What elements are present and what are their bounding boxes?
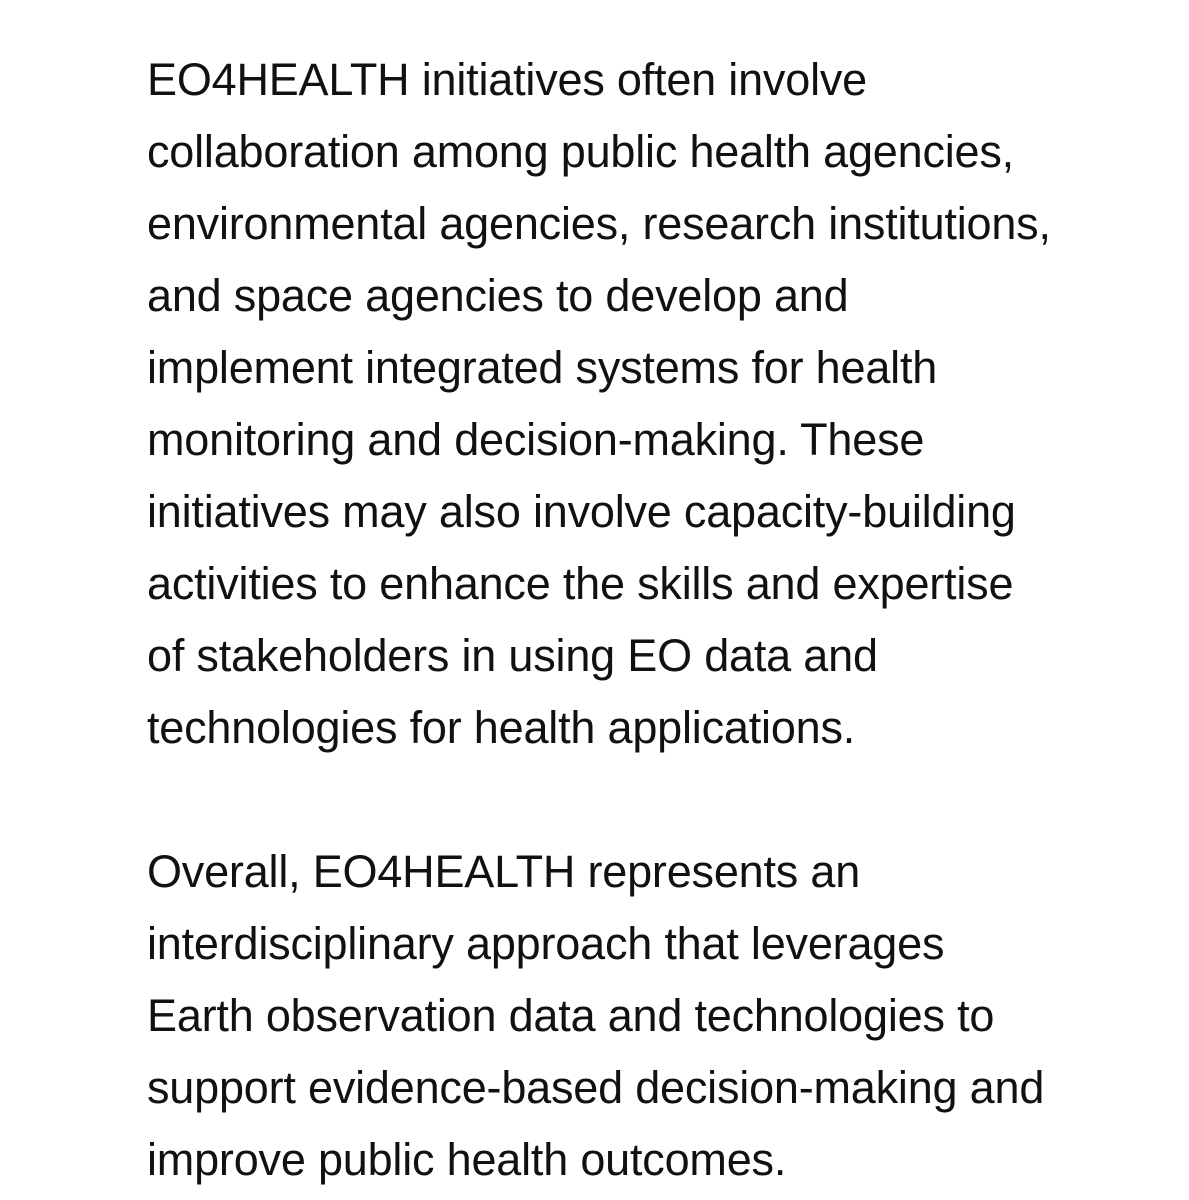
text-line: monitoring and decision-making. These [147, 414, 925, 465]
paragraph-overall [147, 836, 1177, 1196]
paragraph-collaboration [147, 44, 1177, 764]
text-line: EO4HEALTH initiatives often involve [147, 54, 867, 105]
text-line: of stakeholders in using EO data and [147, 630, 878, 681]
text-line: Earth observation data and technologies to [147, 990, 995, 1041]
text-line: improve public health outcomes. [147, 1134, 787, 1185]
text-line: implement integrated systems for health [147, 342, 938, 393]
text-line: initiatives may also involve capacity-building [147, 486, 1016, 537]
text-line: Overall, EO4HEALTH represents an [147, 846, 861, 897]
paragraph-spacer [147, 764, 1177, 836]
text-line: interdisciplinary approach that leverages [147, 918, 945, 969]
text-line: activities to enhance the skills and expertise [147, 558, 1014, 609]
text-content [147, 44, 1177, 1196]
text-line: technologies for health applications. [147, 702, 856, 753]
text-line: and space agencies to develop and [147, 270, 849, 321]
text-line: support evidence-based decision-making and [147, 1062, 1045, 1113]
text-line: collaboration among public health agencies, [147, 126, 1014, 177]
text-line: environmental agencies, research institutions, [147, 198, 1051, 249]
